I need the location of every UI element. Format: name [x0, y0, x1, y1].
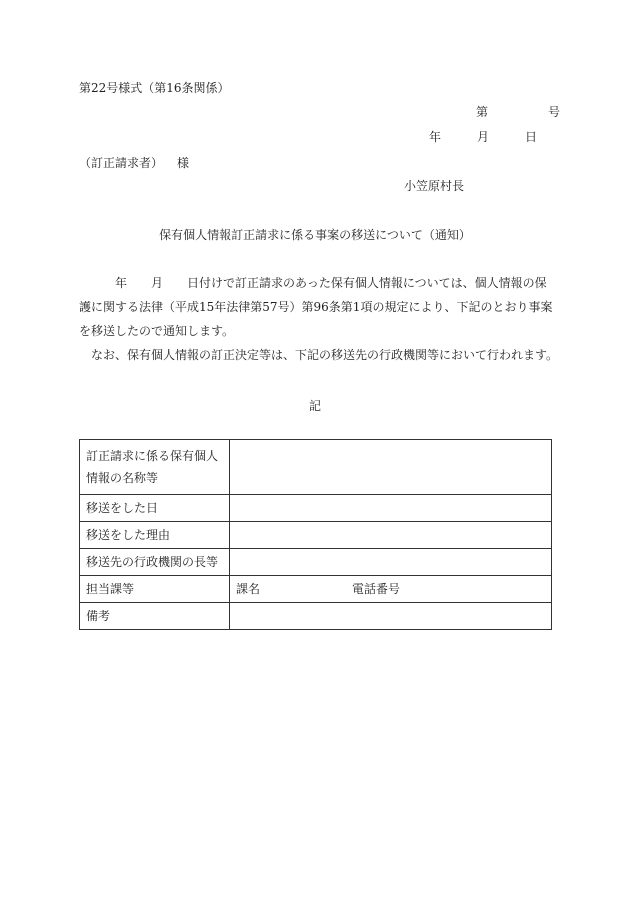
date-month: 月 — [477, 130, 490, 144]
body-text-1: 日付けで訂正請求のあった保有個人情報については、個人情報の保護に関する法律（平成15年法律第57号）第96条第1項の規定により、下記のとおり事案を移送したので通知します。 — [79, 276, 553, 338]
row-value[interactable] — [230, 549, 552, 576]
form-number: 第22号様式（第16条関係） — [79, 81, 230, 95]
transfer-details-table — [79, 439, 552, 630]
body-month: 月 — [151, 276, 164, 290]
row-value-contact[interactable] — [230, 576, 552, 603]
row-label: 備考 — [80, 603, 230, 630]
table-row — [80, 495, 552, 522]
date-day: 日 — [525, 130, 538, 144]
row-label: 担当課等 — [80, 576, 230, 603]
row-label: 移送先の行政機関の長等 — [80, 549, 230, 576]
section-label: 課名 — [236, 582, 261, 596]
table-row — [80, 603, 552, 630]
row-value[interactable] — [230, 603, 552, 630]
sender: 小笠原村長 — [404, 179, 465, 193]
notice-paragraph-2: なお、保有個人情報の訂正決定等は、下記の移送先の行政機関等において行われます。 — [91, 348, 559, 362]
addressee-label: （訂正請求者） — [79, 156, 164, 170]
table-row — [80, 576, 552, 603]
addressee-honorific: 様 — [177, 156, 190, 170]
table-row — [80, 440, 552, 495]
notice-body — [79, 271, 557, 367]
row-value[interactable] — [230, 522, 552, 549]
row-label: 訂正請求に係る保有個人情報の名称等 — [80, 440, 230, 495]
phone-label: 電話番号 — [352, 582, 401, 596]
doc-number-go: 号 — [548, 105, 561, 119]
notice-paragraph-1 — [79, 271, 557, 343]
date-year: 年 — [429, 130, 442, 144]
document-title: 保有個人情報訂正請求に係る事案の移送について（通知） — [159, 228, 471, 242]
doc-number-dai: 第 — [476, 105, 489, 119]
table-row — [80, 522, 552, 549]
row-label: 移送をした日 — [80, 495, 230, 522]
addressee — [79, 155, 189, 171]
table-row — [80, 549, 552, 576]
document-number — [476, 104, 560, 120]
issue-date — [429, 129, 537, 145]
body-year: 年 — [115, 276, 128, 290]
row-label: 移送をした理由 — [80, 522, 230, 549]
ki-heading: 記 — [308, 399, 321, 413]
row-value[interactable] — [230, 495, 552, 522]
row-value[interactable] — [230, 440, 552, 495]
